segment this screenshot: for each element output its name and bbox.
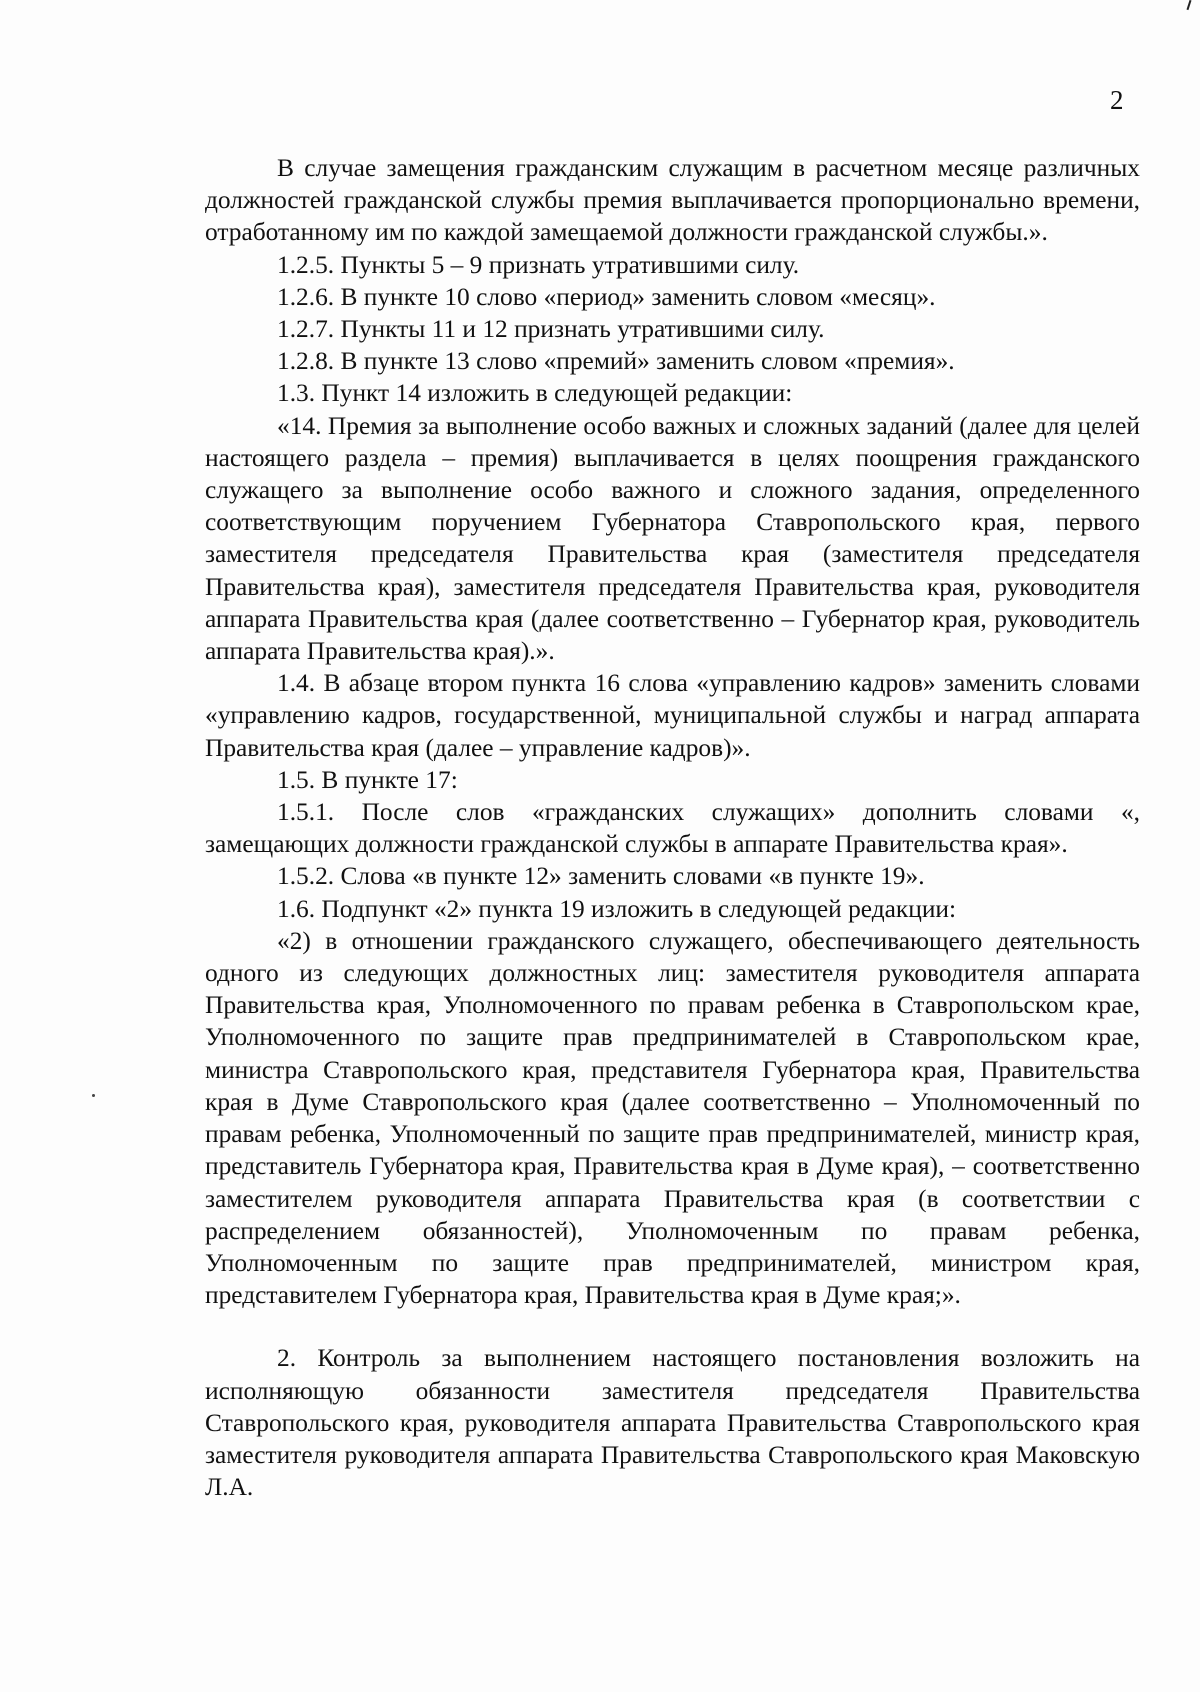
paragraph-1-3: 1.3. Пункт 14 изложить в следующей редакции: (277, 379, 793, 408)
paragraph-1-6: 1.6. Подпункт «2» пункта 19 изложить в следующей редакции: (277, 894, 957, 923)
paragraph-2-control: 2. Контроль за выполнением настоящего постановления возложить на исполняющую обязанности заместителя председателя Правительства Ставропольского края, руководителя аппарата Правительства Ставропольского края заместителя руководителя аппарата Правительства Ставропольского края Маковскую Л.А. (205, 1344, 1140, 1502)
paragraph-premium-proportional: В случае замещения гражданским служащим в расчетном месяце различных должностей гражданской службы премия выплачивается пропорционально времени, отработанному им по каждой замещаемой должности гражданской службы.». (205, 154, 1140, 247)
paragraph-1-5-1: 1.5.1. После слов «гражданских служащих» дополнить словами «, замещающих должности гражданской службы в аппарате Правительства края». (205, 798, 1140, 859)
paragraph-1-2-6: 1.2.6. В пункте 10 слово «период» заменить словом «месяц». (277, 282, 936, 311)
scan-edge-mark (1187, 0, 1192, 10)
paragraph-subpoint-2-text: «2) в отношении гражданского служащего, обеспечивающего деятельность одного из следующих должностных лиц: заместителя руководителя аппарата Правительства края, Уполномоченного по правам ребенка в Ставропольском крае, Уполномоченного по защите прав предпринимателей в Ставропольском крае, министра Ставропольского края, представителя Губернатора края, Правительства края в Думе Ставропольского края (далее соответственно – Уполномоченный по правам ребенка, Уполномоченный по защите прав предпринимателей, министр края, представитель Губернатора края, Правительства края в Думе края), – соответственно заместителем руководителя аппарата Правительства края (в соответствии с распределением обязанностей), Уполномоченным по правам ребенка, Уполномоченным по защите прав предпринимателей, министром края, представителем Губернатора края, Правительства края в Думе края;». (205, 926, 1140, 1310)
paragraph-point-14-text: «14. Премия за выполнение особо важных и сложных заданий (далее для целей настоящего раздела – премия) выплачивается в целях поощрения гражданского служащего за выполнение особо важного и сложного задания, определенного соответствующим поручением Губернатора Ставропольского края, первого заместителя председателя Правительства края (заместителя председателя Правительства края), заместителя председателя Правительства края, руководителя аппарата Правительства края (далее соответственно – Губернатор края, руководитель аппарата Правительства края).». (205, 411, 1140, 666)
paragraph-1-5: 1.5. В пункте 17: (277, 765, 458, 794)
paragraph-1-4: 1.4. В абзаце втором пункта 16 слова «управлению кадров» заменить словами «управлению кадров, государственной, муниципальной службы и наград аппарата Правительства края (далее – управление кадров)». (205, 669, 1140, 762)
paragraph-1-2-7: 1.2.7. Пункты 11 и 12 признать утратившими силу. (277, 315, 825, 344)
document-body (205, 152, 1140, 1503)
paragraph-1-5-2: 1.5.2. Слова «в пункте 12» заменить словами «в пункте 19». (277, 862, 925, 891)
paragraph-1-2-5: 1.2.5. Пункты 5 – 9 признать утратившими силу. (277, 250, 800, 279)
page-number: 2 (1110, 85, 1124, 115)
paragraph-1-2-8: 1.2.8. В пункте 13 слово «премий» заменить словом «премия». (277, 347, 955, 376)
scan-speck (92, 1094, 95, 1097)
